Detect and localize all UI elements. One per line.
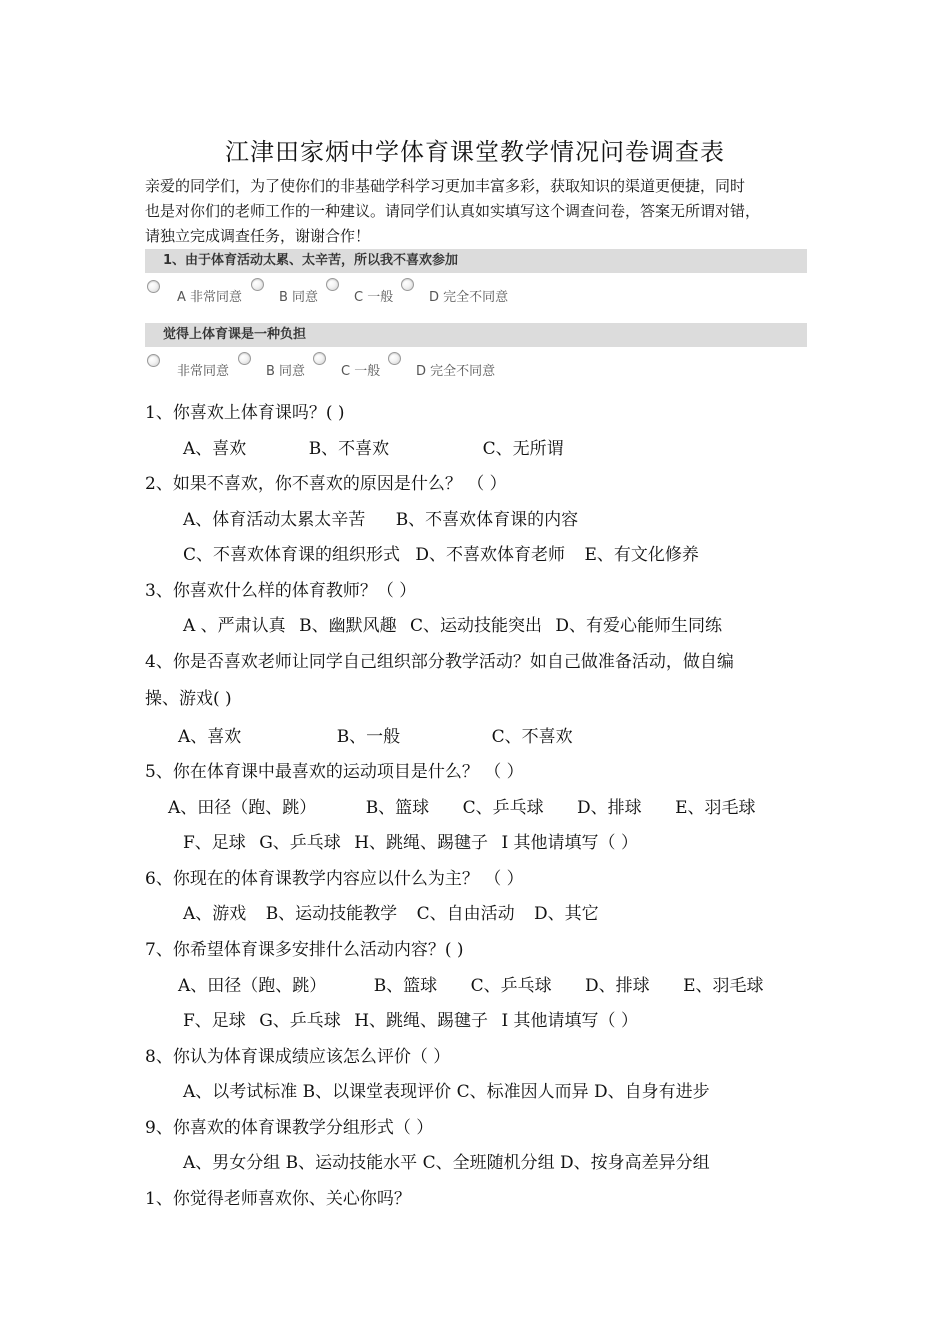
option-text: D、不喜欢体育老师 <box>415 545 566 565</box>
form-question-options <box>145 352 825 382</box>
question-text: 1、你觉得老师喜欢你、关心你吗？ <box>145 1189 411 1209</box>
option-text: C、不喜欢 <box>491 727 573 747</box>
question-options <box>178 971 763 996</box>
question-options <box>168 793 755 818</box>
option-text: B、篮球 <box>365 798 430 818</box>
option-text: A、喜欢 <box>183 439 247 459</box>
option-text: C、乒乓球 <box>470 976 552 996</box>
option-text: E、有文化修养 <box>584 545 699 565</box>
radio-option-a[interactable] <box>147 354 160 367</box>
option-text: G、乒乓球 <box>259 1011 341 1031</box>
question-text: 3、你喜欢什么样的体育教师？（ ） <box>145 581 417 601</box>
option-label: B 同意 <box>279 290 319 305</box>
option-text: B、不喜欢 <box>308 439 390 459</box>
form-question-header <box>145 323 807 347</box>
question-options <box>183 611 722 636</box>
option-text: B、篮球 <box>373 976 438 996</box>
radio-option-d[interactable] <box>388 352 401 365</box>
option-text: G、乒乓球 <box>259 833 341 853</box>
option-label: C 一般 <box>354 290 394 305</box>
form-question-label: 觉得上体育课是一种负担 <box>163 327 307 342</box>
option-label: D 完全不同意 <box>416 364 496 379</box>
option-text: C、自由活动 <box>416 904 515 924</box>
question-options <box>183 899 599 924</box>
option-text: C、无所谓 <box>482 439 564 459</box>
radio-option-a[interactable] <box>147 280 160 293</box>
intro-line: 也是对你们的老师工作的一种建议。请同学们认真如实填写这个调查问卷，答案无所谓对错， <box>145 202 761 220</box>
option-text: I 其他请填写（ ） <box>501 833 638 853</box>
option-label: A 非常同意 <box>177 290 243 305</box>
option-text: I 其他请填写（ ） <box>501 1011 638 1031</box>
intro-line: 请独立完成调查任务，谢谢合作！ <box>145 227 371 245</box>
question-options <box>183 434 564 459</box>
option-text: D、有爱心能师生同练 <box>555 616 723 636</box>
option-text: H、跳绳、踢毽子 <box>354 1011 489 1031</box>
question-text: 2、如果不喜欢，你不喜欢的原因是什么？ （ ） <box>145 474 507 494</box>
option-text: A、喜欢 <box>178 727 242 747</box>
question-text: 7、你希望体育课多安排什么活动内容？( ) <box>145 940 464 960</box>
question-text: 9、你喜欢的体育课教学分组形式（ ） <box>145 1118 434 1138</box>
question-options <box>183 828 638 853</box>
option-text: F、足球 <box>183 1011 246 1031</box>
option-text: A、游戏 <box>183 904 247 924</box>
question-options <box>183 505 578 530</box>
option-text: D、排球 <box>585 976 650 996</box>
question-text: 4、你是否喜欢老师让同学自己组织部分教学活动？如自己做准备活动，做自编 <box>145 652 734 672</box>
option-text: E、羽毛球 <box>675 798 756 818</box>
question-text: 5、你在体育课中最喜欢的运动项目是什么？ （ ） <box>145 762 524 782</box>
question-options: A、以考试标准 B、以课堂表现评价 C、标准因人而异 D、自身有进步 <box>183 1082 710 1102</box>
radio-option-b[interactable] <box>238 352 251 365</box>
option-text: H、跳绳、踢毽子 <box>354 833 489 853</box>
option-text: C、乒乓球 <box>462 798 544 818</box>
option-label: C 一般 <box>341 364 381 379</box>
page-title: 江津田家炳中学体育课堂教学情况问卷调查表 <box>225 138 725 166</box>
intro-line: 亲爱的同学们，为了使你们的非基础学科学习更加丰富多彩，获取知识的渠道更便捷，同时 <box>145 177 746 195</box>
option-label: D 完全不同意 <box>429 290 509 305</box>
form-question-label: 1、由于体育活动太累、太辛苦，所以我不喜欢参加 <box>163 253 459 268</box>
option-text: B、不喜欢体育课的内容 <box>395 510 579 530</box>
option-label: 非常同意 <box>177 364 230 379</box>
radio-option-c[interactable] <box>313 352 326 365</box>
radio-option-b[interactable] <box>251 278 264 291</box>
option-text: C、运动技能突出 <box>410 616 543 636</box>
option-text: E、羽毛球 <box>683 976 764 996</box>
option-text: D、其它 <box>534 904 599 924</box>
option-text: F、足球 <box>183 833 246 853</box>
option-text: A 、严肃认真 <box>183 616 286 636</box>
question-text: 6、你现在的体育课教学内容应以什么为主？ （ ） <box>145 869 524 889</box>
question-options: A、男女分组 B、运动技能水平 C、全班随机分组 D、按身高差异分组 <box>183 1153 710 1173</box>
intro-paragraph <box>145 174 825 249</box>
radio-option-d[interactable] <box>401 278 414 291</box>
option-text: D、排球 <box>577 798 642 818</box>
question-options <box>183 1006 638 1031</box>
question-text: 操、游戏( ) <box>145 689 232 709</box>
option-text: A、田径（跑、跳） <box>178 976 327 996</box>
question-text: 1、你喜欢上体育课吗？( ) <box>145 403 345 423</box>
question-options <box>183 540 699 565</box>
form-question-options <box>145 278 825 308</box>
option-text: B、一般 <box>336 727 401 747</box>
option-label: B 同意 <box>266 364 306 379</box>
question-text: 8、你认为体育课成绩应该怎么评价（ ） <box>145 1047 451 1067</box>
option-text: A、田径（跑、跳） <box>168 798 317 818</box>
option-text: C、不喜欢体育课的组织形式 <box>183 545 401 565</box>
option-text: B、幽默风趣 <box>299 616 397 636</box>
form-question-header <box>145 249 807 273</box>
option-text: A、体育活动太累太辛苦 <box>183 510 366 530</box>
radio-option-c[interactable] <box>326 278 339 291</box>
option-text: B、运动技能教学 <box>265 904 398 924</box>
question-options <box>178 722 573 747</box>
